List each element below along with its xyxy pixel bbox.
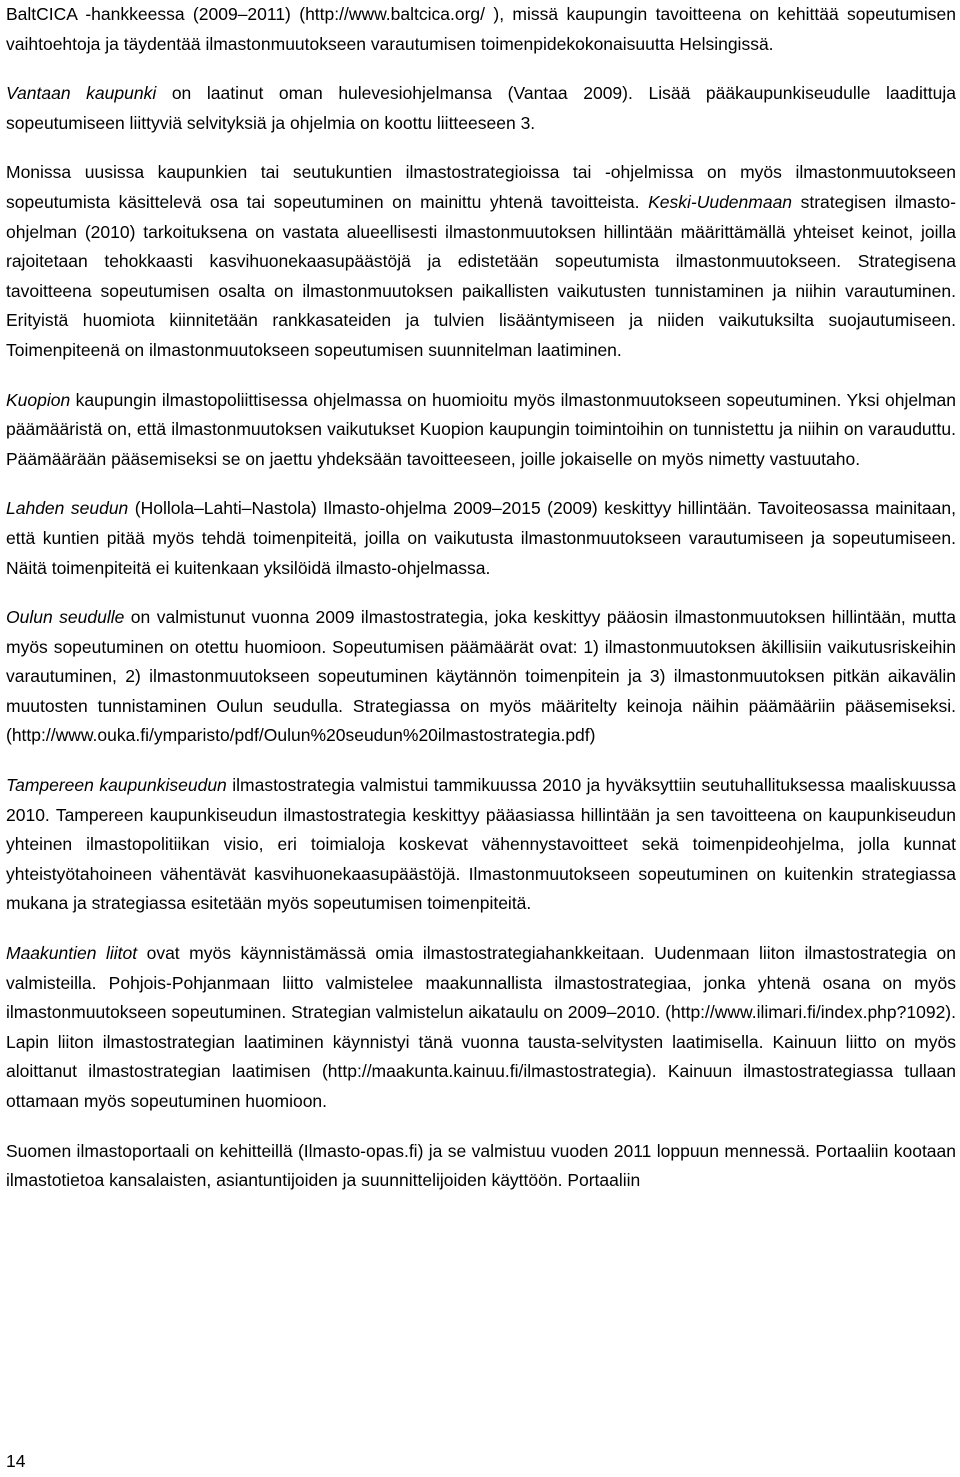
italic-term: Kuopion <box>6 389 71 410</box>
paragraph-text: kaupungin ilmastopoliittisessa ohjelmassa on huomioitu myös ilmastonmuutokseen sopeutuminen. Yksi ohjelman päämääristä on, että ilmastonmuutoksen vaikutukset Kuopion kaupungin toimintoihin on tunnistettu ja niihin on varauduttu. Päämäärään pääsemiseksi se on jaettu yhdeksään tavoitteeseen, joille jokaiselle on myös nimetty vastuutaho. <box>6 389 956 469</box>
paragraph-text: strategisen ilmasto-ohjelman (2010) tarkoituksena on vastata alueellisesti ilmastonmuutoksen hillintään määrittämällä yhteiset keinot, joilla rajoitetaan tehokkaasti kasvihuonekaasupäästöjä ja edistetään sopeutumista ilmastonmuutokseen. Strategisena tavoitteena sopeutumisen osalta on ilmastonmuutoksen paikallisten vaikutusten tunnistaminen ja niihin varautuminen. Erityistä huomiota kiinnitetään rankkasateiden ja tulvien lisääntymiseen ja niiden vaikutuksilta suojautumiseen. Toimenpiteenä on ilmastonmuutokseen sopeutumisen suunnitelman laatiminen. <box>6 191 956 360</box>
paragraph-text: on valmistunut vuonna 2009 ilmastostrategia, joka keskittyy pääosin ilmastonmuutoksen hillintään, mutta myös sopeutuminen on otettu huomioon. Sopeutumisen päämäärät ovat: 1) ilmastonmuutoksen äkillisiin vaikutusriskeihin varautuminen, 2) ilmastonmuutokseen sopeutuminen käytännön toimenpitein ja 3) ilmastonmuutoksen pitkän aikavälin muutosten tunnistaminen Oulun seudulla. Strategiassa on myös määritelty keinoja näihin päämääriin pääsemiseksi. (http://www.ouka.fi/ymparisto/pdf/Oulun%20seudun%20ilmastostrategia.pdf) <box>6 607 957 746</box>
paragraph-vantaa <box>6 79 956 138</box>
paragraph-text: BaltCICA -hankkeessa (2009–2011) (http://www.baltcica.org/ ), missä kaupungin tavoitteena on kehittää sopeutumisen vaihtoehtoja ja täydentää ilmastonmuutokseen varautumisen toimenpidekokonaisuutta Helsingissä. <box>6 4 956 54</box>
paragraph-kuopio <box>6 386 956 475</box>
document-page <box>6 0 956 1196</box>
italic-term: Maakuntien liitot <box>6 943 138 964</box>
paragraph-lahti <box>6 494 956 583</box>
italic-term: Oulun seudulle <box>6 607 125 628</box>
italic-term: Keski-Uudenmaan <box>648 191 793 212</box>
paragraph-text: on laatinut oman hulevesiohjelmansa (Vantaa 2009). Lisää pääkaupunkiseudulle laadittuja sopeutumiseen liittyviä selvityksiä ja ohjelmia on koottu liitteeseen 3. <box>6 83 957 133</box>
italic-term: Vantaan kaupunki <box>6 83 157 104</box>
paragraph-text: ovat myös käynnistämässä omia ilmastostrategiahankkeitaan. Uudenmaan liiton ilmastostrategia on valmisteilla. Pohjois-Pohjanmaan liitto valmistelee maakunnallista ilmastostrategiaa, jonka yhtenä osana on myös ilmastonmuutokseen sopeutuminen. Strategian valmistelun aikataulu on 2009–2010. (http://www.ilimari.fi/index.php?1092). Lapin liiton ilmastostrategian laatiminen käynnistyi tänä vuonna tausta-selvitysten laatimisella. Kainuun liitto on myös aloittanut ilmastostrategian laatimisen (http://maakunta.kainuu.fi/ilmastostrategia). Kainuun ilmastostrategiassa tullaan ottamaan myös sopeutuminen huomioon. <box>6 943 956 1111</box>
italic-term: Tampereen kaupunkiseudun <box>6 775 227 796</box>
page-number: 14 <box>6 1451 26 1471</box>
paragraph-text: Monissa uusissa kaupunkien tai seutukuntien ilmastostrategioissa tai -ohjelmissa on myös ilmastonmuutokseen sopeutumista käsittelevä osa tai sopeutuminen on mainittu yhtenä tavoitteista. <box>6 162 956 212</box>
paragraph-text: Suomen ilmastoportaali on kehitteillä (Ilmasto-opas.fi) ja se valmistuu vuoden 2011 loppuun mennessä. Portaaliin kootaan ilmastotietoa kansalaisten, asiantuntijoiden ja suunnittelijoiden käyttöön. Portaaliin <box>6 1140 956 1191</box>
paragraph-text: (Hollola–Lahti–Nastola) Ilmasto-ohjelma 2009–2015 (2009) keskittyy hillintään. Tavoiteosassa mainitaan, että kuntien pitää myös tehdä toimenpiteitä, joilla on vaikutusta ilmastonmuutokseen varautumiseen ja sopeutumiseen. Näitä toimenpiteitä ei kuitenkaan yksilöidä ilmasto-ohjelmassa. <box>6 498 956 578</box>
paragraph-maakuntien-liitot <box>6 939 956 1117</box>
paragraph-ilmastoportaali <box>6 1137 956 1196</box>
paragraph-keski-uusimaa <box>6 158 956 365</box>
paragraph-oulu <box>6 603 956 751</box>
paragraph-baltcica <box>6 0 956 59</box>
italic-term: Lahden seudun <box>6 498 129 519</box>
paragraph-text: ilmastostrategia valmistui tammikuussa 2010 ja hyväksyttiin seutuhallituksessa maaliskuussa 2010. Tampereen kaupunkiseudun ilmastostrategia keskittyy pääasiassa hillintään ja sen tavoitteena on kaupunkiseudun yhteinen ilmastopolitiikan visio, eri toimialoja koskevat vähennystavoitteet sekä toimenpideohjelma, jolla kunnat yhteistyötahoineen vähentävät kasvihuonekaasupäästöjä. Ilmastonmuutokseen sopeutuminen on kuitenkin strategiassa mukana ja strategiassa esitetään myös sopeutumisen toimenpiteitä. <box>6 775 956 914</box>
paragraph-tampere <box>6 771 956 919</box>
